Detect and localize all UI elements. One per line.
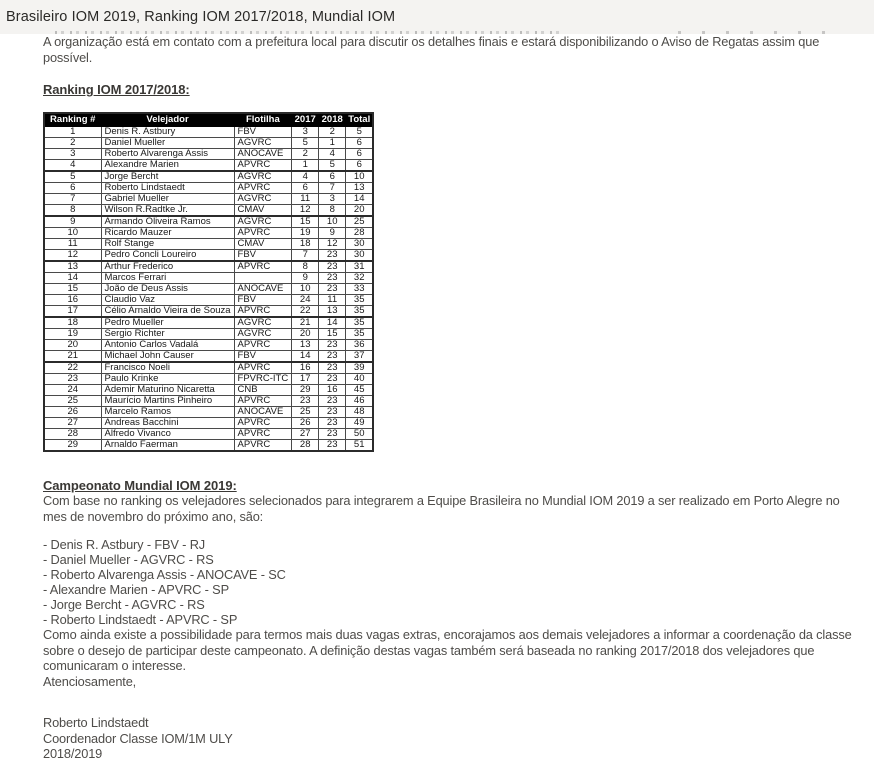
ranking-table-cell: FBV xyxy=(234,350,292,362)
ranking-table-cell: FBV xyxy=(234,126,292,137)
selected-sailor-item: - Denis R. Astbury - FBV - RJ xyxy=(43,537,206,552)
ranking-table-cell: 22 xyxy=(292,305,319,317)
ranking-table-cell: 21 xyxy=(44,350,101,362)
ranking-heading: Ranking IOM 2017/2018: xyxy=(43,82,190,97)
ranking-table-row xyxy=(44,395,373,406)
ranking-table-row xyxy=(44,261,373,273)
ranking-table-cell: 7 xyxy=(319,182,346,193)
ranking-table-cell: FBV xyxy=(234,294,292,305)
ranking-table-row xyxy=(44,317,373,329)
ranking-table-cell: Francisco Noeli xyxy=(101,362,234,374)
ranking-table-cell: 22 xyxy=(44,362,101,374)
ranking-table-row xyxy=(44,339,373,350)
ranking-table-cell: Andreas Bacchini xyxy=(101,417,234,428)
ranking-table-cell: 13 xyxy=(292,339,319,350)
ranking-table-cell: 3 xyxy=(44,148,101,159)
ranking-table-cell: 19 xyxy=(44,328,101,339)
ranking-table-row xyxy=(44,238,373,249)
ranking-table-cell: APVRC xyxy=(234,362,292,374)
ranking-table-row xyxy=(44,350,373,362)
salutation: Atenciosamente, xyxy=(43,673,137,689)
ranking-table-cell: APVRC xyxy=(234,182,292,193)
ranking-table-cell: Maurício Martins Pinheiro xyxy=(101,395,234,406)
signature-name: Roberto Lindstaedt xyxy=(43,715,149,730)
ranking-table-cell: 16 xyxy=(44,294,101,305)
column-header: Velejador xyxy=(101,113,234,127)
ranking-table-cell: 23 xyxy=(319,373,346,384)
ranking-table-row xyxy=(44,294,373,305)
ranking-table-cell: CNB xyxy=(234,384,292,395)
ranking-table-cell: 23 xyxy=(319,339,346,350)
ranking-table-cell: 20 xyxy=(44,339,101,350)
ranking-table-cell: 46 xyxy=(346,395,374,406)
ranking-table-cell: 4 xyxy=(319,148,346,159)
ranking-table-cell: 5 xyxy=(319,159,346,171)
selected-sailor-item: - Daniel Mueller - AGVRC - RS xyxy=(43,552,214,567)
extra-spots-paragraph: Como ainda existe a possibilidade para termos mais duas vagas extras, encorajamos aos demais velejadores a informar a coordenação da classe sobre o desejo de participar deste campeonato. A definição destas vagas também será baseada no ranking 2017/2018 dos velejadores que comunicaram o interesse. xyxy=(43,627,852,673)
ranking-table-cell: 30 xyxy=(346,249,374,261)
ranking-table-cell: Armando Oliveira Ramos xyxy=(101,216,234,228)
ranking-table-cell: APVRC xyxy=(234,439,292,451)
ranking-table-row xyxy=(44,137,373,148)
ranking-table-cell: 35 xyxy=(346,305,374,317)
selected-sailors-list xyxy=(43,537,863,627)
ranking-table-cell: ANOCAVE xyxy=(234,406,292,417)
ranking-table-row xyxy=(44,159,373,171)
ranking-table-cell: 14 xyxy=(346,193,374,204)
ranking-table-cell: 40 xyxy=(346,373,374,384)
ranking-table-cell: FBV xyxy=(234,249,292,261)
ranking-table-row xyxy=(44,193,373,204)
ranking-table-row xyxy=(44,283,373,294)
ranking-table-row xyxy=(44,384,373,395)
mundial-paragraph: Com base no ranking os velejadores selecionados para integrarem a Equipe Brasileira no Mundial IOM 2019 a ser realizado em Porto Alegre no mes de novembro do próximo ano, são: xyxy=(43,493,840,524)
ranking-table-row xyxy=(44,216,373,228)
ranking-table-cell xyxy=(234,272,292,283)
ranking-table-cell: 13 xyxy=(44,261,101,273)
ranking-table-cell: João de Deus Assis xyxy=(101,283,234,294)
ranking-table-cell: 23 xyxy=(319,261,346,273)
ranking-table-cell: 7 xyxy=(292,249,319,261)
ranking-table xyxy=(43,112,374,452)
ranking-table-cell: Paulo Krinke xyxy=(101,373,234,384)
column-header: Ranking # xyxy=(44,113,101,127)
selected-sailor-item: - Jorge Bercht - AGVRC - RS xyxy=(43,597,205,612)
ranking-table-cell: AGVRC xyxy=(234,216,292,228)
ranking-table-cell: AGVRC xyxy=(234,317,292,329)
ranking-table-cell: APVRC xyxy=(234,227,292,238)
ranking-table-row xyxy=(44,182,373,193)
ranking-table-cell: 9 xyxy=(319,227,346,238)
ranking-table-cell: 23 xyxy=(319,272,346,283)
ranking-table-cell: 45 xyxy=(346,384,374,395)
ranking-table-cell: Roberto Alvarenga Assis xyxy=(101,148,234,159)
ranking-table-cell: Michael John Causer xyxy=(101,350,234,362)
ranking-table-cell: Daniel Mueller xyxy=(101,137,234,148)
ranking-table-cell: 36 xyxy=(346,339,374,350)
ranking-table-cell: CMAV xyxy=(234,238,292,249)
mundial-heading: Campeonato Mundial IOM 2019: xyxy=(43,477,237,493)
ranking-table-cell: 10 xyxy=(346,171,374,183)
ranking-table-cell: 13 xyxy=(319,305,346,317)
ranking-table-row xyxy=(44,204,373,216)
ranking-table-cell: 10 xyxy=(292,283,319,294)
ranking-table-row xyxy=(44,227,373,238)
ranking-table-cell: 6 xyxy=(346,148,374,159)
ranking-table-cell: Alfredo Vivanco xyxy=(101,428,234,439)
ranking-table-cell: 1 xyxy=(44,126,101,137)
ranking-table-cell: 6 xyxy=(44,182,101,193)
ranking-table-cell: 8 xyxy=(292,261,319,273)
ranking-table-cell: APVRC xyxy=(234,339,292,350)
ranking-table-cell: Gabriel Mueller xyxy=(101,193,234,204)
ranking-table-cell: Claudio Vaz xyxy=(101,294,234,305)
ranking-table-row xyxy=(44,439,373,451)
ranking-table-cell: 51 xyxy=(346,439,374,451)
ranking-table-cell: Pedro Mueller xyxy=(101,317,234,329)
ranking-table-cell: 28 xyxy=(346,227,374,238)
column-header: 2018 xyxy=(319,113,346,127)
ranking-table-cell: APVRC xyxy=(234,305,292,317)
ranking-table-cell: 26 xyxy=(292,417,319,428)
ranking-table-cell: 14 xyxy=(292,350,319,362)
ranking-table-cell: 25 xyxy=(292,406,319,417)
ranking-table-cell: 27 xyxy=(292,428,319,439)
selected-sailor-item: - Roberto Lindstaedt - APVRC - SP xyxy=(43,612,238,627)
ranking-table-cell: 18 xyxy=(292,238,319,249)
ranking-table-cell: AGVRC xyxy=(234,171,292,183)
column-header: Total xyxy=(346,113,374,127)
ranking-table-cell: APVRC xyxy=(234,417,292,428)
ranking-table-row xyxy=(44,272,373,283)
ranking-table-cell: 39 xyxy=(346,362,374,374)
signature-block xyxy=(43,715,863,762)
ranking-table-cell: 3 xyxy=(319,193,346,204)
ranking-table-cell: 7 xyxy=(44,193,101,204)
ranking-table-cell: 11 xyxy=(44,238,101,249)
ranking-table-cell: 9 xyxy=(292,272,319,283)
selected-sailor-item: - Alexandre Marien - APVRC - SP xyxy=(43,582,229,597)
ranking-table-row xyxy=(44,406,373,417)
ranking-table-header-row xyxy=(44,113,373,127)
ranking-table-row xyxy=(44,171,373,183)
ranking-table-cell: 28 xyxy=(44,428,101,439)
ranking-table-cell: APVRC xyxy=(234,428,292,439)
ranking-table-cell: 14 xyxy=(319,317,346,329)
ranking-table-cell: APVRC xyxy=(234,159,292,171)
ranking-table-cell: 20 xyxy=(346,204,374,216)
ranking-table-cell: 26 xyxy=(44,406,101,417)
ranking-table-row xyxy=(44,362,373,374)
ranking-table-cell: 35 xyxy=(346,328,374,339)
ranking-table-cell: 13 xyxy=(346,182,374,193)
ranking-table-cell: 16 xyxy=(292,362,319,374)
ranking-table-cell: 29 xyxy=(44,439,101,451)
ranking-table-cell: FPVRC-ITC xyxy=(234,373,292,384)
ranking-table-cell: 6 xyxy=(292,182,319,193)
ranking-table-cell: 23 xyxy=(319,249,346,261)
ranking-table-cell: 12 xyxy=(44,249,101,261)
ranking-table-cell: 23 xyxy=(319,428,346,439)
ranking-table-cell: 28 xyxy=(292,439,319,451)
ranking-table-cell: 23 xyxy=(292,395,319,406)
ranking-table-cell: 37 xyxy=(346,350,374,362)
ranking-table-cell: 31 xyxy=(346,261,374,273)
ranking-table-cell: 21 xyxy=(292,317,319,329)
ranking-table-row xyxy=(44,328,373,339)
ranking-table-cell: 29 xyxy=(292,384,319,395)
ranking-table-cell: 17 xyxy=(44,305,101,317)
ranking-table-cell: 25 xyxy=(44,395,101,406)
ranking-table-cell: 35 xyxy=(346,317,374,329)
ranking-table-row xyxy=(44,126,373,137)
ranking-table-cell: Arnaldo Faerman xyxy=(101,439,234,451)
message-subject-bar xyxy=(0,0,874,34)
ranking-table-body xyxy=(44,126,373,451)
ranking-table-cell: Wilson R.Radtke Jr. xyxy=(101,204,234,216)
ranking-table-cell: Pedro Concli Loureiro xyxy=(101,249,234,261)
ranking-table-cell: 15 xyxy=(319,328,346,339)
ranking-table-cell: 3 xyxy=(292,126,319,137)
ranking-table-cell: Denis R. Astbury xyxy=(101,126,234,137)
ranking-table-cell: 23 xyxy=(319,350,346,362)
ranking-table-cell: 24 xyxy=(44,384,101,395)
ranking-table-cell: 24 xyxy=(292,294,319,305)
ranking-table-cell: 11 xyxy=(319,294,346,305)
ranking-table-cell: 30 xyxy=(346,238,374,249)
ranking-table-cell: 10 xyxy=(44,227,101,238)
ranking-table-cell: 23 xyxy=(319,362,346,374)
ranking-table-cell: 11 xyxy=(292,193,319,204)
ranking-table-cell: Arthur Frederico xyxy=(101,261,234,273)
ranking-table-cell: 23 xyxy=(319,283,346,294)
ranking-table-row xyxy=(44,148,373,159)
ranking-table-cell: 1 xyxy=(319,137,346,148)
ranking-table-cell: 17 xyxy=(292,373,319,384)
ranking-table-cell: Ricardo Mauzer xyxy=(101,227,234,238)
ranking-table-cell: 5 xyxy=(346,126,374,137)
ranking-table-cell: 20 xyxy=(292,328,319,339)
ranking-table-row xyxy=(44,305,373,317)
ranking-table-row xyxy=(44,373,373,384)
ranking-table-cell: CMAV xyxy=(234,204,292,216)
ranking-table-cell: 12 xyxy=(319,238,346,249)
ranking-table-cell: 35 xyxy=(346,294,374,305)
ranking-table-cell: Ademir Maturino Nicaretta xyxy=(101,384,234,395)
ranking-table-cell: 12 xyxy=(292,204,319,216)
column-header: 2017 xyxy=(292,113,319,127)
ranking-table-cell: APVRC xyxy=(234,395,292,406)
ranking-table-cell: 23 xyxy=(319,406,346,417)
ranking-table-cell: 15 xyxy=(292,216,319,228)
message-subject: Brasileiro IOM 2019, Ranking IOM 2017/2018, Mundial IOM xyxy=(6,9,396,25)
ranking-table-cell: 25 xyxy=(346,216,374,228)
ranking-table-cell: Jorge Bercht xyxy=(101,171,234,183)
ranking-table-cell: 18 xyxy=(44,317,101,329)
ranking-table-cell: 49 xyxy=(346,417,374,428)
column-header: Flotilha xyxy=(234,113,292,127)
ranking-table-cell: 15 xyxy=(44,283,101,294)
ranking-table-cell: 23 xyxy=(44,373,101,384)
signature-period: 2018/2019 xyxy=(43,746,103,761)
ranking-table-cell: 8 xyxy=(44,204,101,216)
ranking-table-cell: 2 xyxy=(44,137,101,148)
ranking-table-cell: 4 xyxy=(292,171,319,183)
ranking-table-cell: Sergio Richter xyxy=(101,328,234,339)
ranking-table-cell: 48 xyxy=(346,406,374,417)
ranking-table-cell: 4 xyxy=(44,159,101,171)
ranking-table-cell: Marcelo Ramos xyxy=(101,406,234,417)
ranking-table-row xyxy=(44,417,373,428)
ranking-table-cell: 6 xyxy=(319,171,346,183)
ranking-table-cell: 2 xyxy=(319,126,346,137)
ranking-table-cell: AGVRC xyxy=(234,137,292,148)
ranking-table-cell: 14 xyxy=(44,272,101,283)
ranking-table-cell: 8 xyxy=(319,204,346,216)
ranking-table-cell: 5 xyxy=(44,171,101,183)
intro-paragraph: A organização está em contato com a prefeitura local para discutir os detalhes finais e estará disponibilizando o Aviso de Regatas assim que possível. xyxy=(43,34,820,65)
message-body xyxy=(43,34,863,762)
ranking-table-cell: AGVRC xyxy=(234,193,292,204)
ranking-table-cell: 16 xyxy=(319,384,346,395)
ranking-table-cell: 27 xyxy=(44,417,101,428)
ranking-table-cell: 9 xyxy=(44,216,101,228)
ranking-table-cell: Antonio Carlos Vadalá xyxy=(101,339,234,350)
ranking-table-cell: 19 xyxy=(292,227,319,238)
ranking-table-cell: APVRC xyxy=(234,261,292,273)
ranking-table-cell: 33 xyxy=(346,283,374,294)
ranking-table-cell: Roberto Lindstaedt xyxy=(101,182,234,193)
ranking-table-cell: Marcos Ferrari xyxy=(101,272,234,283)
ranking-table-cell: Célio Arnaldo Vieira de Souza xyxy=(101,305,234,317)
ranking-table-cell: 2 xyxy=(292,148,319,159)
ranking-table-cell: 10 xyxy=(319,216,346,228)
ranking-table-cell: 32 xyxy=(346,272,374,283)
selected-sailor-item: - Roberto Alvarenga Assis - ANOCAVE - SC xyxy=(43,567,286,582)
ranking-table-cell: 6 xyxy=(346,159,374,171)
ranking-table-cell: 50 xyxy=(346,428,374,439)
ranking-table-cell: ANOCAVE xyxy=(234,148,292,159)
ranking-table-cell: Rolf Stange xyxy=(101,238,234,249)
ranking-table-cell: 23 xyxy=(319,395,346,406)
ranking-table-cell: ANOCAVE xyxy=(234,283,292,294)
ranking-table-cell: 23 xyxy=(319,439,346,451)
ranking-table-cell: 23 xyxy=(319,417,346,428)
ranking-table-cell: AGVRC xyxy=(234,328,292,339)
ranking-table-cell: 1 xyxy=(292,159,319,171)
ranking-table-row xyxy=(44,428,373,439)
ranking-table-cell: Alexandre Marien xyxy=(101,159,234,171)
signature-role: Coordenador Classe IOM/1M ULY xyxy=(43,730,233,746)
ranking-table-row xyxy=(44,249,373,261)
ranking-table-cell: 5 xyxy=(292,137,319,148)
ranking-table-cell: 6 xyxy=(346,137,374,148)
